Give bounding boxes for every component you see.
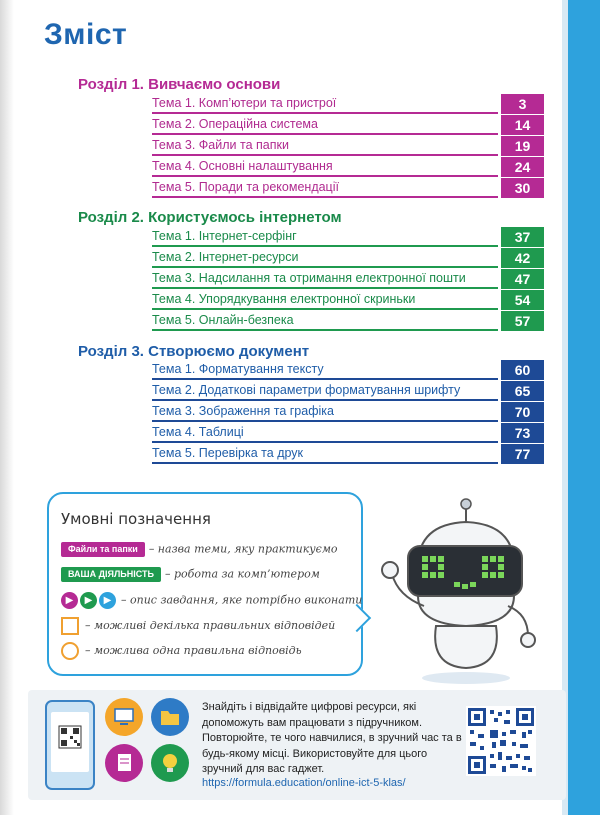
topic-underline (152, 112, 498, 114)
topic-label: Тема 1. Інтернет-серфінг (152, 229, 297, 243)
legend-item-topic (61, 542, 338, 562)
activity-badge: ВАША ДІЯЛЬНІСТЬ (61, 567, 161, 582)
arrow-right-icon: ▶ (80, 592, 97, 609)
toc-row[interactable] (152, 248, 544, 268)
topic-underline (152, 399, 498, 401)
phone-qr-icon (51, 712, 89, 772)
page-number: 77 (501, 444, 544, 464)
topic-label: Тема 5. Поради та рекомендації (152, 180, 339, 194)
legend-item-multiple (61, 617, 335, 637)
topic-label: Тема 5. Перевірка та друк (152, 446, 304, 460)
checkbox-square-icon (61, 617, 79, 635)
topic-underline (152, 196, 498, 198)
topic-underline (152, 175, 498, 177)
toc-row[interactable] (152, 136, 544, 156)
topic-label: Тема 5. Онлайн-безпека (152, 313, 294, 327)
page-number: 37 (501, 227, 544, 247)
topic-label: Тема 3. Зображення та графіка (152, 404, 334, 418)
toc-row[interactable] (152, 311, 544, 331)
topic-label: Тема 3. Файли та папки (152, 138, 289, 152)
topic-label: Тема 1. Комп’ютери та пристрої (152, 96, 337, 110)
page-number: 30 (501, 178, 544, 198)
toc-row[interactable] (152, 115, 544, 135)
page-edge-shadow (0, 0, 14, 815)
page-number: 42 (501, 248, 544, 268)
topic-underline (152, 133, 498, 135)
page-number: 73 (501, 423, 544, 443)
topic-label: Тема 3. Надсилання та отримання електронної пошти (152, 271, 466, 285)
toc-row[interactable] (152, 423, 544, 443)
legend-text: – назва теми, яку практикуємо (148, 542, 338, 556)
legend-text: – опис завдання, яке потрібно виконати (121, 593, 363, 607)
resources-text: Знайдіть і відвідайте цифрові ресурси, які допоможуть вам працювати з підручником. Повторюйте, те чого навчилися, в зручний час та в будь-якому місці. Використовуйте для цього зручний для вас гаджет. (202, 701, 462, 775)
page-number: 57 (501, 311, 544, 331)
topic-underline (152, 154, 498, 156)
toc-row[interactable] (152, 381, 544, 401)
radio-circle-icon (61, 642, 79, 660)
toc-row[interactable] (152, 444, 544, 464)
page-side-bar (568, 0, 600, 815)
page-number: 70 (501, 402, 544, 422)
topic-label: Тема 2. Додаткові параметри форматування шрифту (152, 383, 461, 397)
toc-row[interactable] (152, 178, 544, 198)
lightbulb-icon (151, 744, 189, 782)
topic-underline (152, 420, 498, 422)
topic-label: Тема 1. Форматування тексту (152, 362, 324, 376)
topic-underline (152, 441, 498, 443)
toc-row[interactable] (152, 157, 544, 177)
topic-label: Тема 4. Таблиці (152, 425, 244, 439)
legend-title: Умовні позначення (61, 510, 211, 528)
arrow-right-icon: ▶ (61, 592, 78, 609)
toc-row[interactable] (152, 269, 544, 289)
arrow-right-icon: ▶ (99, 592, 116, 609)
topic-underline (152, 266, 498, 268)
toc-row[interactable] (152, 360, 544, 380)
page-number: 65 (501, 381, 544, 401)
toc-row[interactable] (152, 94, 544, 114)
page-number: 60 (501, 360, 544, 380)
topic-underline (152, 308, 498, 310)
topic-underline (152, 329, 498, 331)
folder-icon (151, 698, 189, 736)
toc-row[interactable] (152, 290, 544, 310)
page-number: 47 (501, 269, 544, 289)
qr-code-icon[interactable] (466, 706, 536, 776)
topic-label: Тема 2. Інтернет-ресурси (152, 250, 299, 264)
page-number: 3 (501, 94, 544, 114)
legend-box (47, 492, 363, 676)
legend-item-activity (61, 567, 320, 587)
topic-underline (152, 287, 498, 289)
toc-row[interactable] (152, 402, 544, 422)
topic-label: Тема 2. Операційна система (152, 117, 318, 131)
page-number: 54 (501, 290, 544, 310)
document-icon (105, 744, 143, 782)
resources-link[interactable]: https://formula.education/online-ict-5-klas/ (202, 777, 406, 789)
robot-illustration (378, 496, 548, 686)
computer-icon (105, 698, 143, 736)
toc-row[interactable] (152, 227, 544, 247)
legend-text: – робота за комп’ютером (165, 567, 320, 581)
topic-underline (152, 378, 498, 380)
page-number: 24 (501, 157, 544, 177)
phone-icon (45, 700, 95, 790)
page-number: 14 (501, 115, 544, 135)
topic-badge: Файли та папки (61, 542, 145, 557)
topic-underline (152, 245, 498, 247)
section-3-heading: Розділ 3. Створюємо документ (78, 343, 310, 360)
legend-text: – можлива одна правильна відповідь (85, 644, 302, 657)
page-number: 19 (501, 136, 544, 156)
topic-label: Тема 4. Основні налаштування (152, 159, 333, 173)
legend-text: – можливі декілька правильних відповідей (85, 619, 336, 632)
legend-item-single (61, 642, 302, 662)
phone-screen (51, 712, 89, 772)
page-title: Зміст (44, 18, 128, 51)
topic-label: Тема 4. Упорядкування електронної скриньки (152, 292, 416, 306)
topic-underline (152, 462, 498, 464)
legend-item-task (61, 592, 362, 612)
section-2-heading: Розділ 2. Користуємось інтернетом (78, 209, 342, 226)
section-1-heading: Розділ 1. Вивчаємо основи (78, 76, 281, 93)
